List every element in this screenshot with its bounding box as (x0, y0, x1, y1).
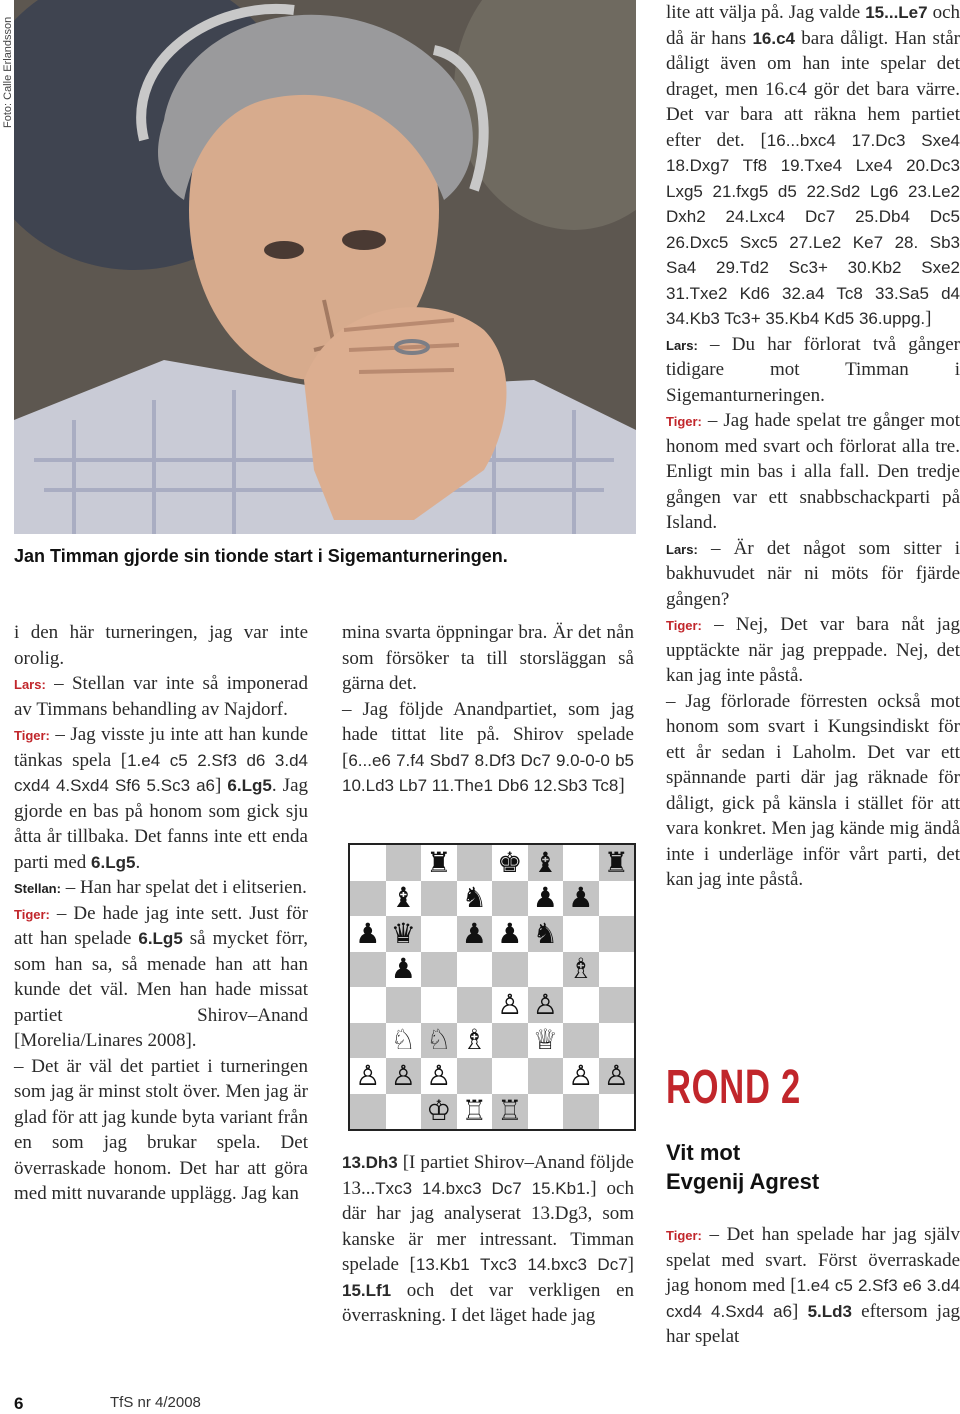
chess-piece-square: ♛ (386, 916, 422, 952)
chess-square (350, 845, 386, 881)
chess-board (348, 843, 636, 1131)
chess-piece-square: ♙ (426, 1058, 452, 1092)
chess-square (386, 845, 422, 881)
column-2 (342, 620, 634, 799)
chess-square (386, 987, 422, 1023)
chess-square (563, 845, 599, 881)
chess-piece-square: ♚ (497, 845, 523, 879)
chess-square (350, 1094, 386, 1130)
chess-piece-square: ♟ (390, 952, 416, 986)
chess-square (492, 881, 528, 917)
dialogue-tiger: Tiger: – Jag visste ju inte att han kunde tänkas spela [1.e4 c5 2.Sf3 d6 3.d4 cxd4 4.Sxd4 Sf6 5.Sc3 a6] 6.Lg5. Jag gjorde en bas på honom som gick sju åtta år tillbaka. Det fanns inte ett enda parti med 6.Lg5. (14, 724, 308, 873)
paragraph: lite att välja på. Jag valde 15...Le7 och då är hans 16.c4 bara dåligt. Han står dåligt även om han inte spelar det draget, men 16.c4 gör det bara värre. Det var bara att räkna hem partiet efter det. [16...bxc4 17.Dc3 Sxe4 18.Dxg7 Tf8 19.Txe4 Lxe4 20.Dc3 Lxg5 21.fxg5 d5 22.Sd2 Lg6 23.Le2 Dxh2 24.Lxc4 Dc7 25.Db4 Dc5 26.Dxc5 Sxc5 27.Le2 Ke7 28. Sb3 Sa4 29.Td2 Sc3+ 30.Kb2 Sxe2 31.Txe2 Kd6 32.a4 Tc8 33.Sa5 d4 34.Kb3 Tc3+ 35.Kb4 Kd5 36.uppg.] (666, 2, 960, 329)
chess-piece-square: ♗ (461, 1023, 487, 1057)
chess-square (457, 952, 493, 988)
chess-square (599, 1023, 635, 1059)
dialogue-lars: Lars: – Är det något som sitter i bakhuvudet när ni möts för fjärde gången? (666, 537, 960, 610)
chess-piece-square: ♜ (426, 845, 452, 879)
round-heading: ROND 2 (666, 1061, 801, 1114)
column-1 (14, 620, 308, 1207)
chess-square (563, 1023, 599, 1059)
photo-illustration (14, 0, 636, 534)
opponent-heading: Vit mot Evgenij Agrest (666, 1140, 820, 1194)
column-3 (666, 0, 960, 893)
paragraph: i den här turneringen, jag var inte orolig. (14, 622, 308, 669)
chess-piece-square: ♙ (599, 1058, 635, 1094)
chess-square (457, 1058, 493, 1094)
chess-piece-square: ♜ (599, 845, 635, 881)
chess-piece-square: ♙ (497, 987, 523, 1021)
chess-piece-square: ♖ (461, 1094, 487, 1128)
chess-piece-square: ♟ (457, 916, 493, 952)
chess-square (492, 1058, 528, 1094)
chess-piece-square: ♔ (421, 1094, 457, 1130)
dialogue-lars: Lars: – Stellan var inte så imponerad av Timmans behandling av Najdorf. (14, 673, 308, 720)
column-3-bottom (666, 1222, 960, 1350)
chess-square (563, 916, 599, 952)
chess-square (563, 987, 599, 1023)
chess-square (492, 952, 528, 988)
dialogue-lars: Lars: – Du har förlorat två gånger tidigare mot Timman i Sigemanturneringen. (666, 333, 960, 406)
chess-square (350, 1023, 386, 1059)
dialogue-tiger: Tiger: – Det han spelade har jag själv spelat med svart. Först överraskade jag honom med [1.e4 c5 2.Sf3 e6 3.d4 cxd4 4.Sxd4 a6] 5.Ld3 eftersom jag har spelat (666, 1224, 960, 1347)
chess-square (599, 987, 635, 1023)
dialogue-stellan: Stellan: – Han har spelat det i elitserien. (14, 877, 307, 898)
dialogue-tiger: Tiger: – Jag hade spelat tre gånger mot honom med svart och förlorat alla tre. Enligt min bas i alla fall. Den tredje gången var ett snabbschackparti på Island. (666, 410, 960, 533)
chess-square (563, 1094, 599, 1130)
photo-credit: Foto: Calle Erlandsson (2, 16, 14, 128)
dialogue-tiger: Tiger: – De hade jag inte sett. Just för att han spelade 6.Lg5 så mycket förr, som han sa, så menade han att han kunde det väl. Men han hade missat partiet Shirov–Anand [Morelia/Linares 2008]. (14, 902, 308, 1051)
chess-piece-square: ♙ (568, 1058, 594, 1092)
chess-piece-square: ♙ (528, 987, 564, 1023)
page-number: 6 (14, 1394, 24, 1413)
column-2-bottom (342, 1150, 634, 1329)
chess-piece-square: ♟ (532, 881, 558, 915)
chess-square (386, 1094, 422, 1130)
chess-piece-square: ♟ (497, 916, 523, 950)
chess-square (421, 916, 457, 952)
chess-piece-square: ♟ (563, 881, 599, 917)
dialogue-tiger: Tiger: – Nej, Det var bara nåt jag upptäckte när jag preppade. Nej, det kan jag inte påstå. (666, 614, 960, 686)
chess-square (599, 952, 635, 988)
chess-piece-square: ♟ (355, 916, 381, 950)
chess-square (492, 1023, 528, 1059)
chess-square (457, 845, 493, 881)
chess-square (421, 987, 457, 1023)
chess-piece-square: ♘ (390, 1023, 416, 1057)
chess-piece-square: ♞ (528, 916, 564, 952)
chess-piece-square: ♝ (528, 845, 564, 881)
chess-piece-square: ♗ (563, 952, 599, 988)
player-photo (14, 0, 636, 534)
chess-square (528, 1058, 564, 1094)
chess-square (599, 916, 635, 952)
chess-piece-square: ♙ (386, 1058, 422, 1094)
chess-square (350, 987, 386, 1023)
chess-square (528, 1094, 564, 1130)
chess-square (421, 952, 457, 988)
photo-caption: Jan Timman gjorde sin tionde start i Sigemanturneringen. (14, 546, 508, 566)
magazine-issue: TfS nr 4/2008 (110, 1394, 201, 1411)
paragraph: 13.Dh3 [I partiet Shirov–Anand följde 13...Txc3 14.bxc3 Dc7 15.Kb1.] och där har jag analyserat 13.Dg3, som kanske är mer intressant. Timman spelade [13.Kb1 Txc3 14.bxc3 Dc7] 15.Lf1 och det var verkligen en överraskning. I det läget hade jag (342, 1152, 634, 1326)
chess-piece-square: ♝ (390, 881, 416, 915)
chess-square (528, 952, 564, 988)
paragraph: mina svarta öppningar bra. Är det nån som försöker ta till storsläggan så gärna det. (342, 622, 634, 694)
chess-square (421, 881, 457, 917)
chess-piece-square: ♞ (461, 881, 487, 915)
paragraph: – Jag förlorade förresten också mot honom som svart i Kungsindiskt för ett år sedan i Laholm. Det var ett spännande parti där jag räknade för dåligt, gick på känsla i stället för att vara konkret. Men jag kände mig ändå inte i underläge inför vårt parti, det kan jag inte påstå. (666, 690, 960, 890)
chess-square (599, 1094, 635, 1130)
chess-piece-square: ♕ (532, 1023, 558, 1057)
chess-piece-square: ♙ (355, 1058, 381, 1092)
chess-piece-square: ♖ (492, 1094, 528, 1130)
chess-square (350, 952, 386, 988)
chess-square (457, 987, 493, 1023)
paragraph: – Det är väl det partiet i turneringen som jag är minst stolt över. Men jag är glad för att jag kunde byta variant från en som jag brukar spela. Det överraskade honom. Det har att göra med mitt nuvarande upplägg. Jag kan (14, 1055, 308, 1204)
chess-piece-square: ♘ (421, 1023, 457, 1059)
chess-square (350, 881, 386, 917)
chess-square (599, 881, 635, 917)
paragraph: – Jag följde Anandpartiet, som jag hade tittat lite på. Shirov spelade [6...e6 7.f4 Sbd7 8.Df3 Dc7 9.0-0-0 b5 10.Ld3 Lb7 11.The1 Db6 12.Sb3 Tc8] (342, 698, 634, 796)
